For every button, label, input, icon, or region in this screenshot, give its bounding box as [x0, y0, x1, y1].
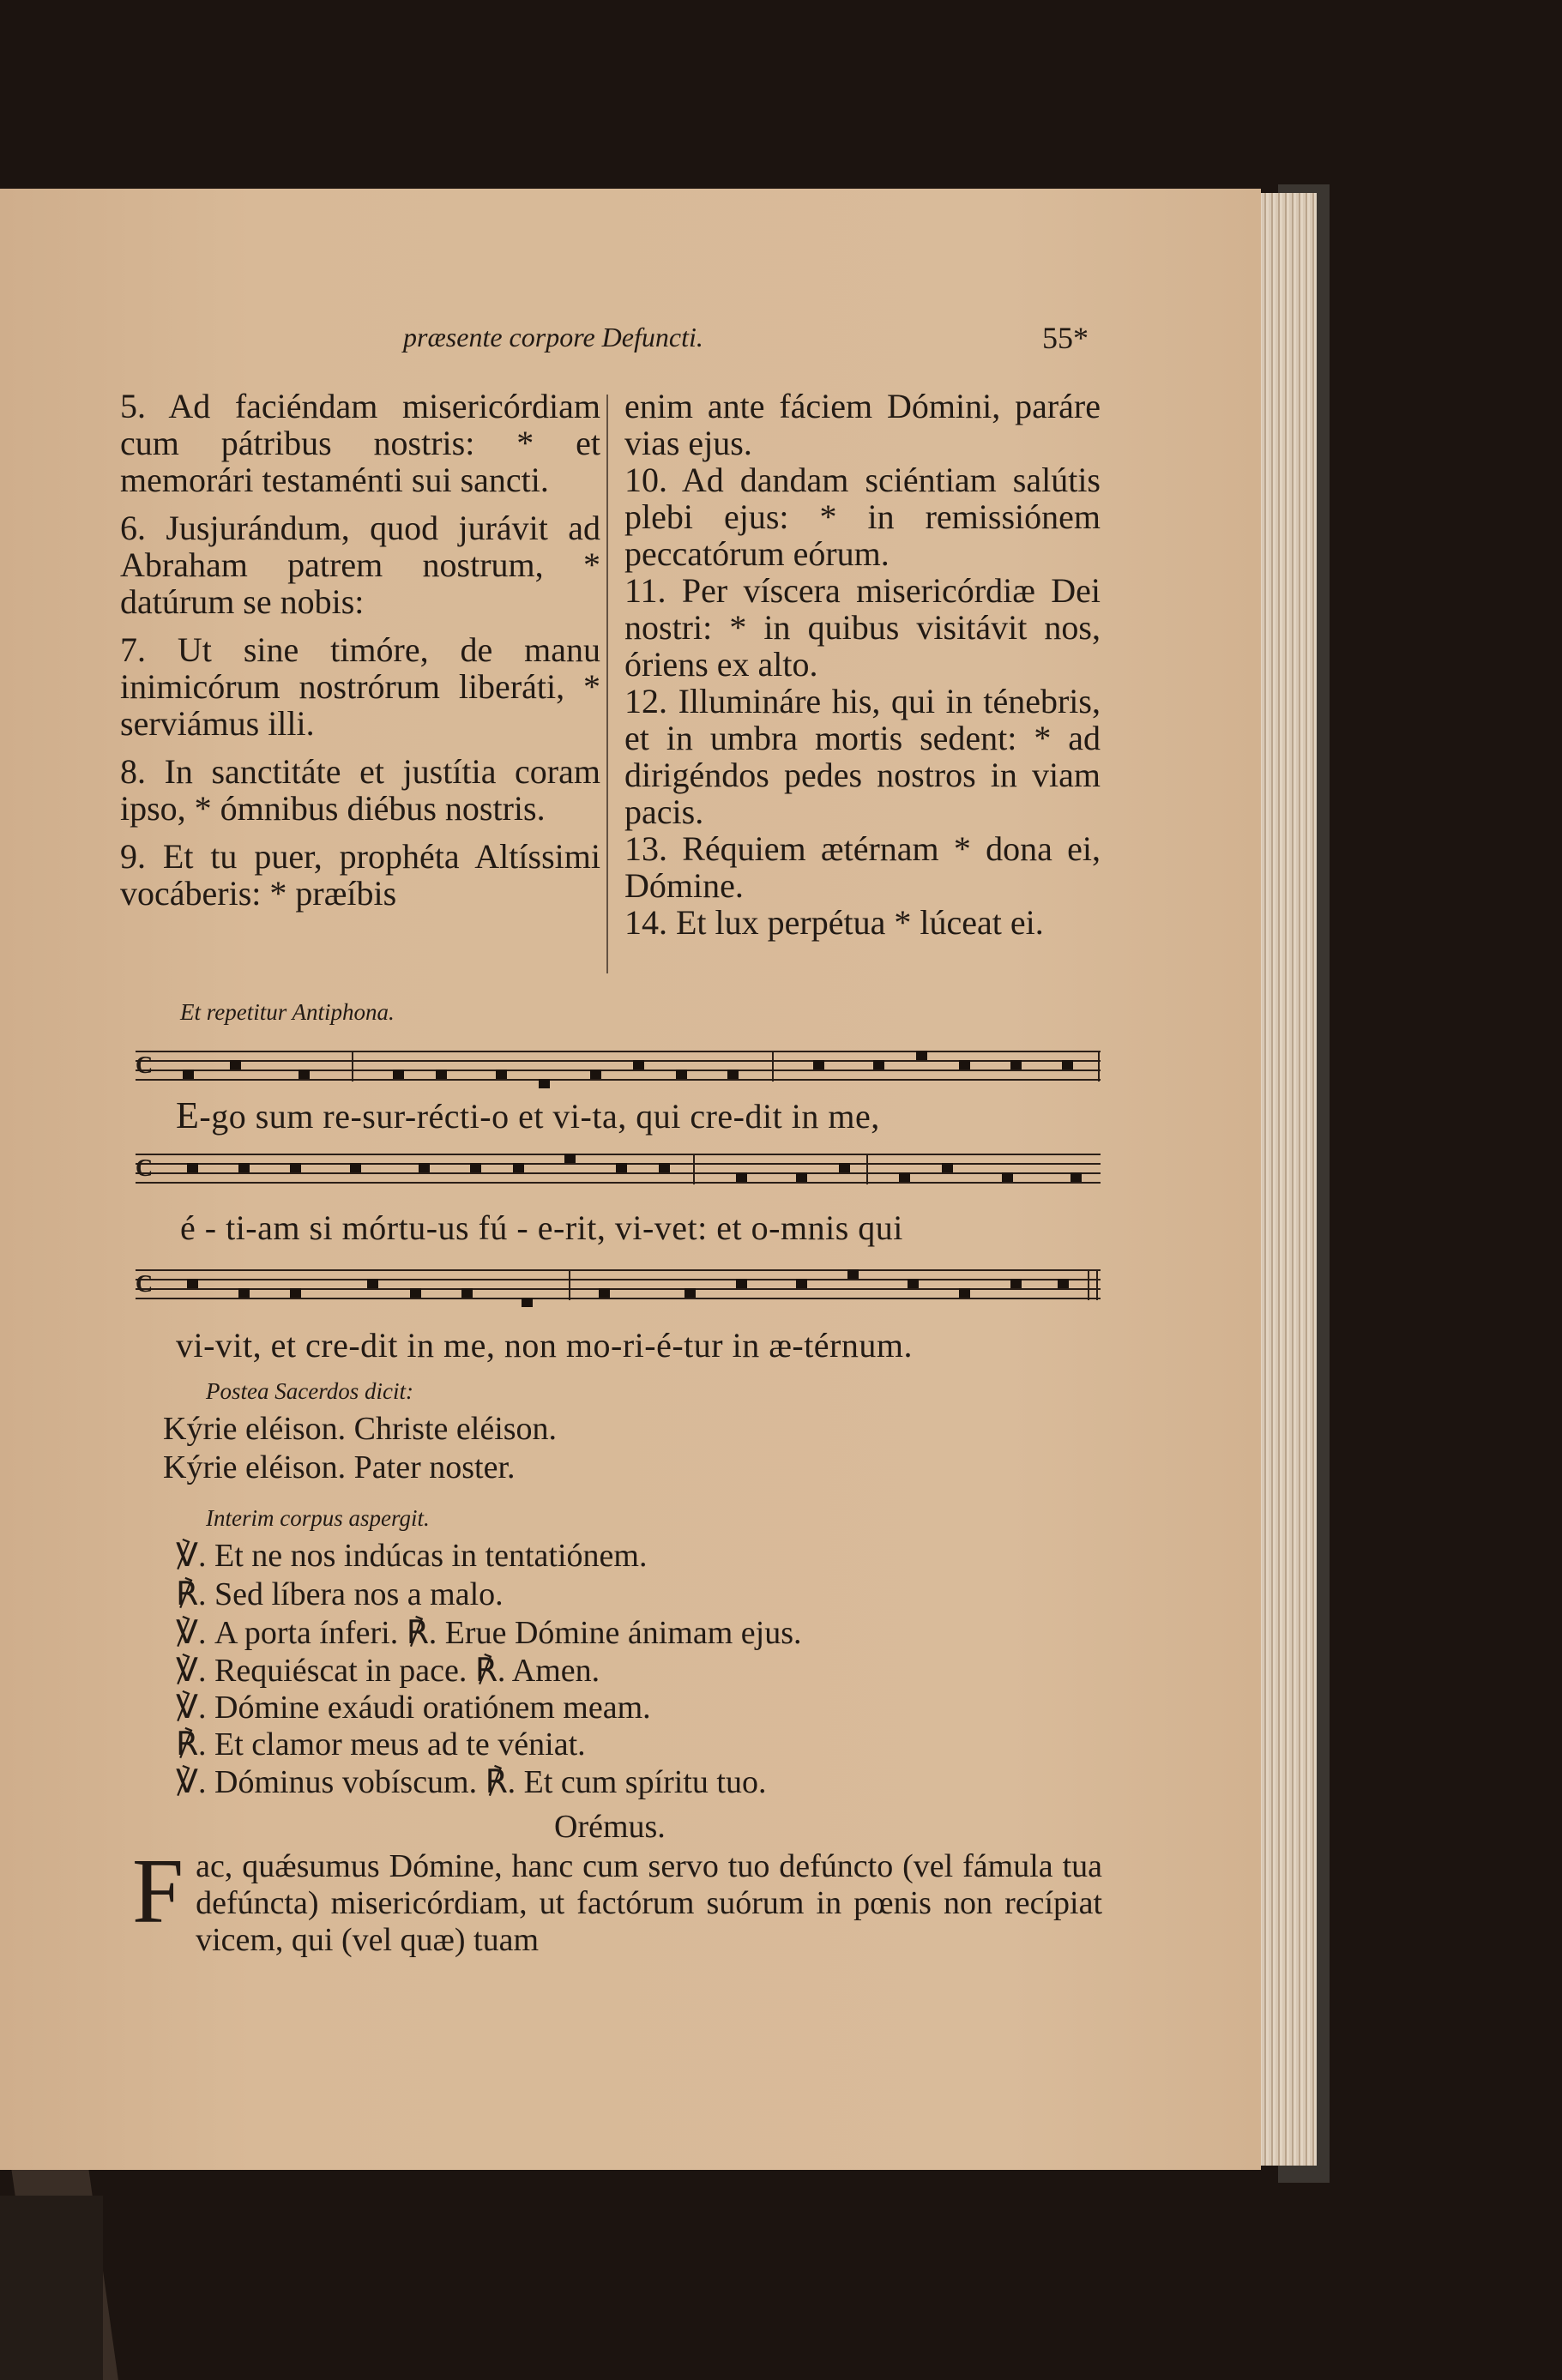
final-bar-line	[1088, 1269, 1089, 1300]
left-column	[120, 388, 600, 912]
neume	[873, 1060, 884, 1069]
staff-line	[136, 1288, 1101, 1290]
neume	[1070, 1172, 1082, 1182]
neume	[290, 1163, 301, 1172]
ribbon-bookmark-shadow	[0, 2196, 103, 2380]
neume	[238, 1163, 250, 1172]
verse-7: 7. Ut sine timóre, de manu inimicórum nostrórum liberáti, * serviámus illi.	[120, 630, 600, 743]
neume	[616, 1163, 627, 1172]
rubric-sacerdos: Postea Sacerdos dicit:	[206, 1378, 413, 1404]
neume	[230, 1060, 241, 1069]
neume	[393, 1069, 404, 1079]
neume	[299, 1069, 310, 1079]
running-head: præsente corpore Defuncti.	[403, 322, 703, 352]
bar-line	[352, 1051, 353, 1082]
neume	[796, 1279, 807, 1288]
neume	[367, 1279, 378, 1288]
neume	[599, 1288, 610, 1298]
neume	[633, 1060, 644, 1069]
drop-cap: F	[132, 1841, 184, 1943]
neume	[1062, 1060, 1073, 1069]
versicle-6	[176, 1726, 586, 1762]
versicle-text: Et ne nos indúcas in tentatiónem.	[214, 1538, 648, 1574]
versicle-symbol: ℣.	[176, 1653, 207, 1689]
neume	[410, 1288, 421, 1298]
c-clef-icon: C	[136, 1155, 154, 1182]
neume	[1058, 1279, 1069, 1288]
verse-9: 9. Et tu puer, prophéta Altíssimi vocáberis: * præíbis	[120, 837, 600, 913]
neume	[685, 1288, 696, 1298]
verse-8: 8. In sanctitáte et justítia coram ipso, * ómnibus diébus nostris.	[120, 752, 600, 828]
versicle-text: Dómine exáudi oratiónem meam.	[214, 1690, 651, 1726]
staff-line	[136, 1051, 1101, 1052]
versicle-symbol: ℣.	[176, 1615, 207, 1651]
neume	[736, 1172, 747, 1182]
neume	[539, 1079, 550, 1088]
rubric-interim: Interim corpus aspergit.	[206, 1505, 430, 1531]
versicle-1	[176, 1538, 647, 1574]
neume	[959, 1288, 970, 1298]
versicle-symbol: ℣.	[176, 1690, 207, 1726]
staff-line	[136, 1269, 1101, 1271]
response-symbol: ℟.	[176, 1576, 207, 1612]
verse-11: 11. Per víscera misericórdiæ Dei nostri: * in quibus visitávit nos, óriens ex alto.	[624, 571, 1101, 684]
neume	[942, 1163, 953, 1172]
staff-line	[136, 1060, 1101, 1062]
chant-initial: E	[176, 1094, 200, 1136]
versicle-4	[176, 1653, 600, 1689]
staff-line	[136, 1069, 1101, 1071]
neume	[959, 1060, 970, 1069]
neume	[461, 1288, 473, 1298]
verse-9-cont: enim ante fáciem Dómini, paráre vias ejus.	[624, 387, 1101, 462]
neume	[796, 1172, 807, 1182]
verse-10: 10. Ad dandam sciéntiam salútis plebi ejus: * in remissiónem peccatórum eórum.	[624, 461, 1101, 573]
neume	[183, 1069, 194, 1079]
bar-line	[693, 1154, 695, 1184]
chant-staff-1	[136, 1051, 1101, 1082]
verse-6: 6. Jusjurándum, quod jurávit ad Abraham patrem nostrum, * datúrum se nobis:	[120, 509, 600, 621]
neume	[419, 1163, 430, 1172]
neume	[350, 1163, 361, 1172]
versicle-2	[176, 1576, 504, 1612]
chant-staff-3	[136, 1269, 1101, 1300]
page-number: 55*	[1042, 321, 1089, 355]
neume	[496, 1069, 507, 1079]
bar-line	[866, 1154, 868, 1184]
staff-line	[136, 1079, 1101, 1081]
verse-5: 5. Ad faciéndam misericórdiam cum pátribus nostris: * et memorári testaménti sui sancti.	[120, 387, 600, 499]
staff-line	[136, 1279, 1101, 1280]
neume	[813, 1060, 824, 1069]
neume	[187, 1163, 198, 1172]
verse-14: 14. Et lux perpétua * lúceat ei.	[624, 903, 1044, 942]
column-divider	[606, 395, 608, 973]
neume	[899, 1172, 910, 1182]
collect-prayer	[120, 1841, 1102, 1959]
chant-lyric-2: é - ti-am si mórtu-us fú - e-rit, vi-vet: et o-mnis qui	[180, 1208, 903, 1247]
neume	[839, 1163, 850, 1172]
staff-line	[136, 1172, 1101, 1174]
neume	[238, 1288, 250, 1298]
chant-lyric-3: vi-vit, et cre-dit in me, non mo-ri-é-tur in æ-térnum.	[176, 1326, 913, 1365]
kyrie-line-1: Kýrie eléison. Christe eléison.	[163, 1411, 558, 1447]
neume	[908, 1279, 919, 1288]
versicle-symbol: ℣.	[176, 1538, 207, 1574]
neume	[1010, 1279, 1022, 1288]
neume	[659, 1163, 670, 1172]
oremus-heading: Orémus.	[554, 1809, 666, 1845]
staff-line	[136, 1182, 1101, 1184]
chant-text-1: -go sum re-sur-récti-o et vi-ta, qui cre-dit in me,	[199, 1097, 880, 1136]
rubric-repeat: Et repetitur Antiphona.	[180, 999, 395, 1025]
bar-line	[569, 1269, 570, 1300]
versicle-text: Sed líbera nos a malo.	[214, 1576, 504, 1612]
chant-lyric-1	[176, 1094, 880, 1137]
neume	[727, 1069, 739, 1079]
neume	[564, 1154, 576, 1163]
versicle-text: Et clamor meus ad te véniat.	[214, 1726, 586, 1762]
neume	[736, 1279, 747, 1288]
neume	[522, 1298, 533, 1307]
bar-line	[772, 1051, 774, 1082]
right-column	[624, 388, 1101, 941]
neume	[436, 1069, 447, 1079]
collect-text: ac, quǽsumus Dómine, hanc cum servo tuo defúncto (vel fámula tua defúncta) misericórdiam, ut factórum suórum in pœnis non recípiat vicem, qui (vel quæ) tuam	[196, 1848, 1102, 1958]
versicle-text: A porta ínferi. ℟. Erue Dómine ánimam ejus.	[214, 1615, 802, 1651]
verse-13: 13. Réquiem ætérnam * dona ei, Dómine.	[624, 829, 1101, 905]
response-symbol: ℟.	[176, 1726, 207, 1762]
neume	[916, 1051, 927, 1060]
staff-line	[136, 1154, 1101, 1155]
neume	[187, 1279, 198, 1288]
final-bar-line	[1096, 1269, 1098, 1300]
versicle-symbol: ℣.	[176, 1764, 207, 1800]
neume	[676, 1069, 687, 1079]
c-clef-icon: C	[136, 1271, 154, 1298]
neume	[290, 1288, 301, 1298]
versicle-5	[176, 1690, 651, 1726]
neume	[590, 1069, 601, 1079]
neume	[513, 1163, 524, 1172]
neume	[1002, 1172, 1013, 1182]
neume	[1010, 1060, 1022, 1069]
verse-12: 12. Illumináre his, qui in ténebris, et in umbra mortis sedent: * ad dirigéndos pedes nostros in viam pacis.	[624, 682, 1101, 831]
versicle-3	[176, 1615, 801, 1651]
versicle-7	[176, 1764, 766, 1800]
versicle-text: Requiéscat in pace. ℟. Amen.	[214, 1653, 600, 1689]
versicle-text: Dóminus vobíscum. ℟. Et cum spíritu tuo.	[214, 1764, 767, 1800]
neume	[470, 1163, 481, 1172]
bar-line	[1098, 1051, 1100, 1082]
chant-staff-2	[136, 1154, 1101, 1184]
staff-line	[136, 1298, 1101, 1299]
kyrie-line-2: Kýrie eléison. Pater noster.	[163, 1449, 516, 1485]
neume	[847, 1269, 859, 1279]
c-clef-icon: C	[136, 1052, 154, 1079]
